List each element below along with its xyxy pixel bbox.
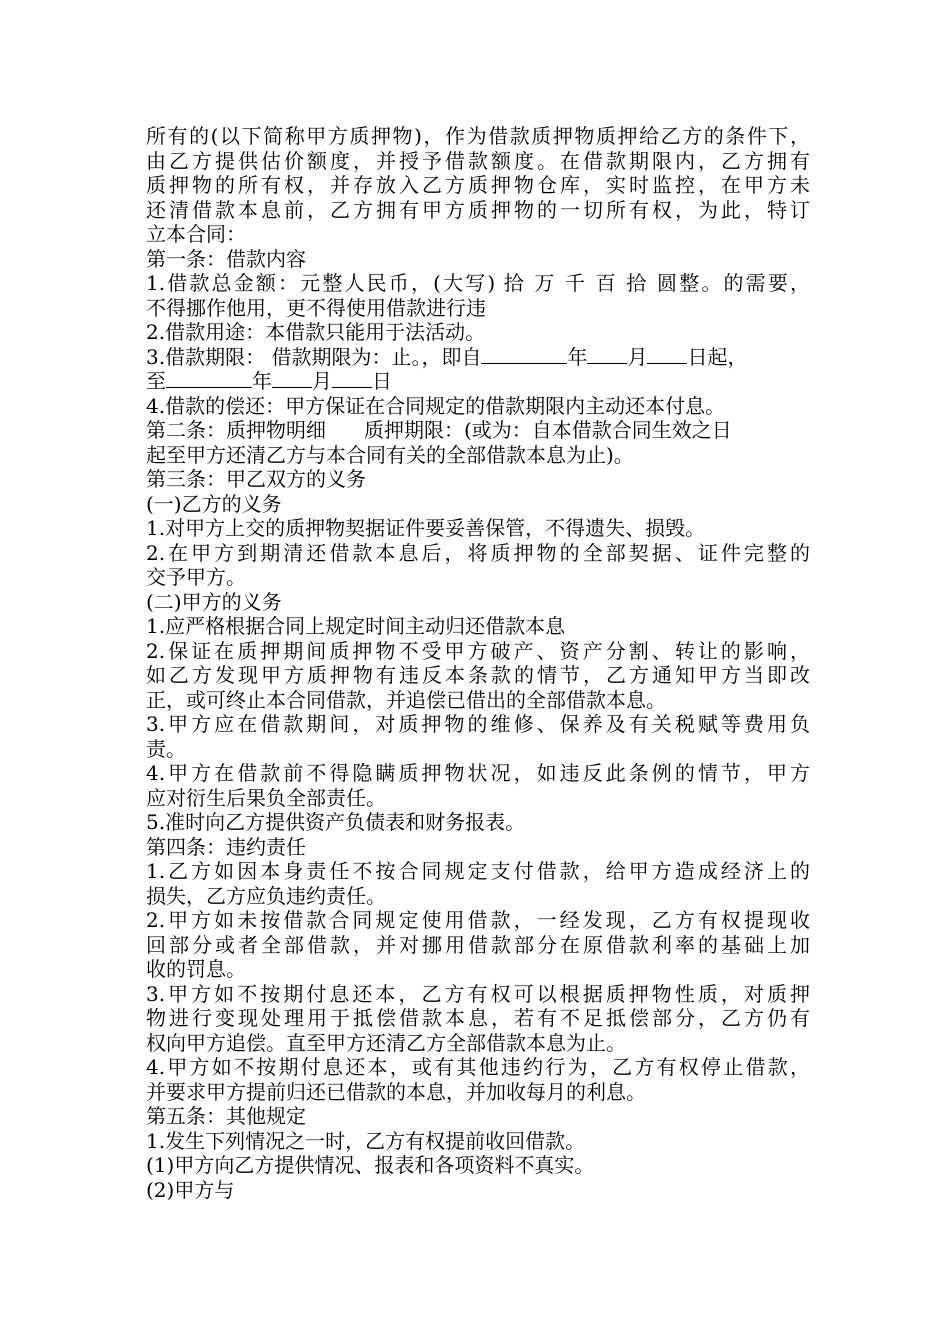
year-label: 年 [567,344,588,369]
section-heading: (二)甲方的义务 [146,589,282,614]
day-label: 日 [372,369,392,393]
paragraph-line: 3.甲方如不按期付息还本，乙方有权可以根据质押物性质，对质押 [146,981,810,1006]
paragraph-line: 损失，乙方应负违约责任。 [146,883,386,908]
paragraph-line: (1)甲方向乙方提供情况、报表和各项资料不真实。 [146,1153,595,1177]
blank-year-field [481,345,567,364]
blank-month-field [587,345,627,364]
blank-month-field [272,369,312,388]
paragraph-line: 还清借款本息前，乙方拥有甲方质押物的一切所有权，为此，特订 [146,197,810,222]
article-heading: 第三条：甲乙双方的义务 [146,467,366,491]
paragraph-line: 3.甲方应在借款期间，对质押物的维修、保养及有关税赋等费用负 [146,712,810,736]
loan-term-end-line [146,369,810,394]
paragraph-line: 4.甲方如不按期付息还本，或有其他违约行为，乙方有权停止借款， [146,1055,810,1079]
article-heading: 第五条：其他规定 [146,1104,306,1128]
paragraph-line: 1.借款总金额：元整人民币，(大写) 拾 万 千 百 拾 圆整。的需要， [146,271,810,295]
paragraph-line: (2)甲方与 [146,1177,235,1202]
pledge-term-text: 质押期限：(或为：自本借款合同生效之日 [364,418,732,442]
paragraph-line: 起至甲方还清乙方与本合同有关的全部借款本息为止)。 [146,442,634,467]
article-heading [146,418,810,443]
paragraph-line: 回部分或者全部借款，并对挪用借款部分在原借款利率的基础上加 [146,932,810,957]
paragraph-line: 2.借款用途：本借款只能用于法活动。 [146,320,486,344]
loan-term-line [146,345,810,370]
article-heading: 第四条：违约责任 [146,834,306,859]
paragraph-line: 不得挪作他用，更不得使用借款进行违 [146,295,486,320]
paragraph-line: 5.准时向乙方提供资产负债表和财务报表。 [146,810,526,834]
day-label: 日起， [687,344,748,369]
paragraph-line: 1.对甲方上交的质押物契据证件要妥善保管，不得遗失、损毁。 [146,516,706,540]
paragraph-line: 所有的(以下简称甲方质押物)，作为借款质押物质押给乙方的条件下， [146,124,810,148]
paragraph-line: 收的罚息。 [146,957,246,981]
paragraph-line: 由乙方提供估价额度，并授予借款额度。在借款期限内，乙方拥有 [146,148,810,173]
paragraph-line: 权向甲方追偿。直至甲方还清乙方全部借款本息为止。 [146,1030,626,1055]
paragraph-line: 责。 [146,736,186,761]
blank-year-field [166,369,252,388]
loan-term-text: 3.借款期限： 借款期限为：止。，即自 [146,344,482,369]
article-heading: 第一条：借款内容 [146,246,306,271]
paragraph-line: 正，或可终止本合同借款，并追偿已借出的全部借款本息。 [146,687,666,712]
month-label: 月 [627,344,648,369]
paragraph-line: 立本合同： [146,222,246,246]
year-label: 年 [252,369,272,393]
blank-day-field [647,345,687,364]
paragraph-line: 1.应严格根据合同上规定时间主动归还借款本息 [146,614,566,638]
paragraph-line: 2.保证在质押期间质押物不受甲方破产、资产分割、转让的影响， [146,638,810,663]
paragraph-line: 物进行变现处理用于抵偿借款本息，若有不足抵偿部分，乙方仍有 [146,1006,810,1030]
article2-title: 第二条：质押物明细 [146,418,326,442]
contract-text-body [146,124,810,1202]
paragraph-line: 交予甲方。 [146,565,246,589]
paragraph-line: 2.甲方如未按借款合同规定使用借款，一经发现，乙方有权提现收 [146,908,810,932]
paragraph-line: 4.甲方在借款前不得隐瞒质押物状况，如违反此条例的情节，甲方 [146,761,810,785]
to-label: 至 [146,369,166,393]
paragraph-line: 2.在甲方到期清还借款本息后，将质押物的全部契据、证件完整的 [146,540,810,565]
paragraph-line: 质押物的所有权，并存放入乙方质押物仓库，实时监控，在甲方未 [146,173,810,197]
paragraph-line: 并要求甲方提前归还已借款的本息，并加收每月的利息。 [146,1079,646,1104]
paragraph-line: 应对衍生后果负全部责任。 [146,785,386,810]
month-label: 月 [312,369,332,393]
paragraph-line: 1.乙方如因本身责任不按合同规定支付借款，给甲方造成经济上的 [146,859,810,883]
paragraph-line: 1.发生下列情况之一时，乙方有权提前收回借款。 [146,1128,586,1153]
blank-day-field [332,369,372,388]
paragraph-line: 如乙方发现甲方质押物有违反本条款的情节，乙方通知甲方当即改 [146,663,810,687]
section-heading: (一)乙方的义务 [146,491,282,516]
paragraph-line: 4.借款的偿还：甲方保证在合同规定的借款期限内主动还本付息。 [146,393,726,418]
